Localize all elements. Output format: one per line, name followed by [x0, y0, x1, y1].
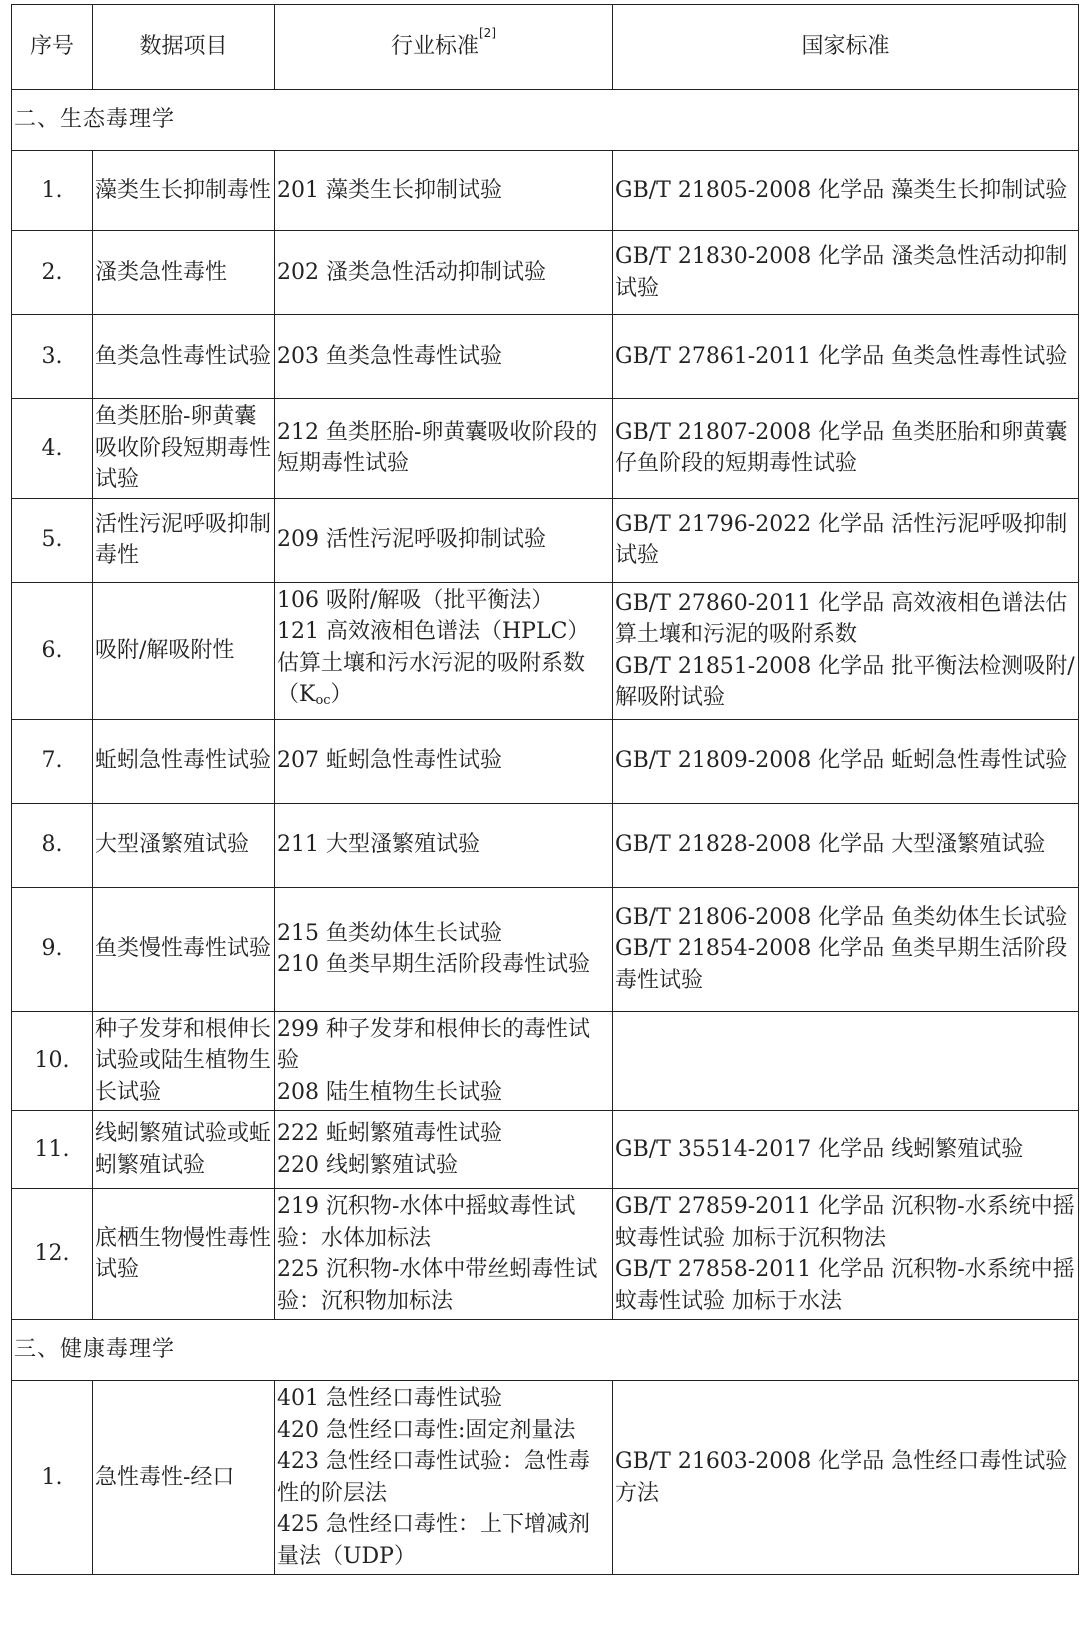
row-industry-standard [275, 887, 613, 1011]
row-index: 5. [12, 498, 93, 582]
table-row [12, 1189, 1079, 1320]
table-row [12, 1011, 1079, 1111]
national-standard-line: GB/T 27859-2011 化学品 沉积物-水系统中摇蚊毒性试验 加标于沉积物法 [615, 1194, 1075, 1251]
industry-standard-line: 210 鱼类早期生活阶段毒性试验 [277, 952, 590, 977]
row-item: 大型溞繁殖试验 [93, 803, 275, 887]
row-industry-standard [275, 231, 613, 315]
row-national-standard [613, 582, 1079, 719]
row-industry-standard [275, 1381, 613, 1575]
header-industry [275, 5, 613, 90]
row-national-standard [613, 1111, 1079, 1189]
row-index: 6. [12, 582, 93, 719]
industry-standard-line [277, 679, 610, 717]
koc-close: ） [330, 682, 353, 707]
industry-standard-line: 225 沉积物-水体中带丝蚓毒性试验：沉积物加标法 [277, 1257, 598, 1314]
industry-standard-line: 106 吸附/解吸（批平衡法） [277, 587, 554, 613]
industry-standard-line: 208 陆生植物生长试验 [277, 1079, 502, 1105]
national-standard-line: GB/T 21796-2022 化学品 活性污泥呼吸抑制试验 [615, 511, 1068, 568]
table-row [12, 498, 1079, 582]
national-standard-line: GB/T 21828-2008 化学品 大型溞繁殖试验 [615, 832, 1046, 858]
section-row [12, 1320, 1079, 1381]
national-standard-line: GB/T 21603-2008 化学品 急性经口毒性试验方法 [615, 1449, 1068, 1506]
row-index: 9. [12, 887, 93, 1011]
row-index: 8. [12, 803, 93, 887]
row-index: 1. [12, 1381, 93, 1575]
row-national-standard [613, 1381, 1079, 1575]
national-standard-line: GB/T 21807-2008 化学品 鱼类胚胎和卵黄囊仔鱼阶段的短期毒性试验 [615, 419, 1068, 477]
row-item: 急性毒性-经口 [93, 1381, 275, 1575]
industry-standard-line: 425 急性经口毒性：上下增减剂量法（UDP） [277, 1512, 590, 1569]
row-industry-standard [275, 582, 613, 719]
industry-standard-text: 121 高效液相色谱法（HPLC）估算土壤和污水污泥的吸附系数 [277, 619, 590, 676]
table-row [12, 315, 1079, 399]
row-national-standard [613, 1189, 1079, 1320]
national-standard-line: GB/T 27860-2011 化学品 高效液相色谱法估算土壤和污泥的吸附系数 [615, 590, 1068, 647]
national-standard-line: GB/T 35514-2017 化学品 线蚓繁殖试验 [615, 1136, 1024, 1162]
row-industry-standard [275, 315, 613, 399]
row-industry-standard [275, 1011, 613, 1111]
row-industry-standard [275, 719, 613, 803]
industry-standard-line: 299 种子发芽和根伸长的毒性试验 [277, 1016, 590, 1073]
row-item: 种子发芽和根伸长试验或陆生植物生长试验 [93, 1011, 275, 1111]
row-item: 底栖生物慢性毒性试验 [93, 1189, 275, 1320]
header-industry-label: 行业标准 [390, 34, 479, 60]
table-row [12, 582, 1079, 719]
national-standard-line: GB/T 21805-2008 化学品 藻类生长抑制试验 [615, 177, 1068, 203]
industry-standard-line: 423 急性经口毒性试验：急性毒性的阶层法 [277, 1449, 590, 1506]
header-row [12, 5, 1079, 90]
national-standard-line: GB/T 21806-2008 化学品 鱼类幼体生长试验 [615, 904, 1068, 930]
header-index: 序号 [12, 5, 93, 90]
table-row [12, 803, 1079, 887]
row-industry-standard [275, 498, 613, 582]
row-index: 4. [12, 399, 93, 499]
header-item: 数据项目 [93, 5, 275, 90]
industry-standard-line: 202 溞类急性活动抑制试验 [277, 259, 546, 285]
row-national-standard [613, 231, 1079, 315]
industry-standard-line: 212 鱼类胚胎-卵黄囊吸收阶段的短期毒性试验 [277, 419, 598, 477]
table-row [12, 1381, 1079, 1575]
national-standard-line: GB/T 21809-2008 化学品 蚯蚓急性毒性试验 [615, 748, 1068, 774]
industry-standard-line: 420 急性经口毒性:固定剂量法 [277, 1417, 576, 1443]
industry-standard-line: 207 蚯蚓急性毒性试验 [277, 748, 502, 774]
row-index: 7. [12, 719, 93, 803]
row-index: 3. [12, 315, 93, 399]
row-national-standard [613, 887, 1079, 1011]
row-industry-standard [275, 1189, 613, 1320]
row-national-standard [613, 399, 1079, 499]
row-item: 鱼类胚胎-卵黄囊吸收阶段短期毒性试验 [93, 399, 275, 499]
koc-subscript: oc [315, 693, 331, 708]
industry-standard-line: 219 沉积物-水体中摇蚊毒性试验：水体加标法 [277, 1194, 576, 1251]
row-national-standard [613, 719, 1079, 803]
row-item: 活性污泥呼吸抑制毒性 [93, 498, 275, 582]
industry-standard-line [277, 616, 610, 679]
koc-open: （K [277, 682, 316, 707]
industry-standard-line: 220 线蚓繁殖试验 [277, 1152, 458, 1178]
row-item: 藻类生长抑制毒性 [93, 151, 275, 231]
table-row [12, 719, 1079, 803]
industry-standard-line: 211 大型溞繁殖试验 [277, 832, 480, 858]
table-row [12, 1111, 1079, 1189]
row-index: 2. [12, 231, 93, 315]
row-item: 鱼类慢性毒性试验 [93, 887, 275, 1011]
table-row [12, 231, 1079, 315]
row-industry-standard [275, 803, 613, 887]
row-index: 10. [12, 1011, 93, 1111]
table-row [12, 399, 1079, 499]
section-row [12, 90, 1079, 151]
national-standard-line: GB/T 21854-2008 化学品 鱼类早期生活阶段毒性试验 [615, 936, 1068, 993]
table-body [12, 90, 1079, 1575]
row-national-standard [613, 1011, 1079, 1111]
row-item: 鱼类急性毒性试验 [93, 315, 275, 399]
industry-standard-line: 222 蚯蚓繁殖毒性试验 [277, 1121, 502, 1146]
section-title: 三、健康毒理学 [12, 1320, 1079, 1381]
row-industry-standard [275, 1111, 613, 1189]
row-index: 12. [12, 1189, 93, 1320]
national-standard-line: GB/T 27858-2011 化学品 沉积物-水系统中摇蚊毒性试验 加标于水法 [615, 1257, 1075, 1314]
header-national: 国家标准 [613, 5, 1079, 90]
section-title: 二、生态毒理学 [12, 90, 1079, 151]
row-item: 溞类急性毒性 [93, 231, 275, 315]
row-national-standard [613, 151, 1079, 231]
standards-table [11, 4, 1079, 1575]
row-item: 吸附/解吸附性 [93, 582, 275, 719]
row-national-standard [613, 315, 1079, 399]
national-standard-line: GB/T 21830-2008 化学品 溞类急性活动抑制试验 [615, 244, 1068, 301]
row-national-standard [613, 498, 1079, 582]
table-row [12, 887, 1079, 1011]
row-item: 蚯蚓急性毒性试验 [93, 719, 275, 803]
table-row [12, 151, 1079, 231]
row-national-standard [613, 803, 1079, 887]
row-industry-standard [275, 399, 613, 499]
row-index: 11. [12, 1111, 93, 1189]
row-index: 1. [12, 151, 93, 231]
row-industry-standard [275, 151, 613, 231]
industry-standard-line: 203 鱼类急性毒性试验 [277, 343, 502, 369]
industry-standard-line: 401 急性经口毒性试验 [277, 1386, 502, 1411]
industry-standard-line: 201 藻类生长抑制试验 [277, 177, 502, 203]
national-standard-line: GB/T 21851-2008 化学品 批平衡法检测吸附/解吸附试验 [615, 653, 1075, 710]
footnote-reference: [2] [479, 26, 496, 41]
industry-standard-line: 215 鱼类幼体生长试验 [277, 920, 502, 946]
row-item: 线蚓繁殖试验或蚯蚓繁殖试验 [93, 1111, 275, 1189]
national-standard-line: GB/T 27861-2011 化学品 鱼类急性毒性试验 [615, 343, 1068, 369]
industry-standard-line: 209 活性污泥呼吸抑制试验 [277, 527, 546, 553]
